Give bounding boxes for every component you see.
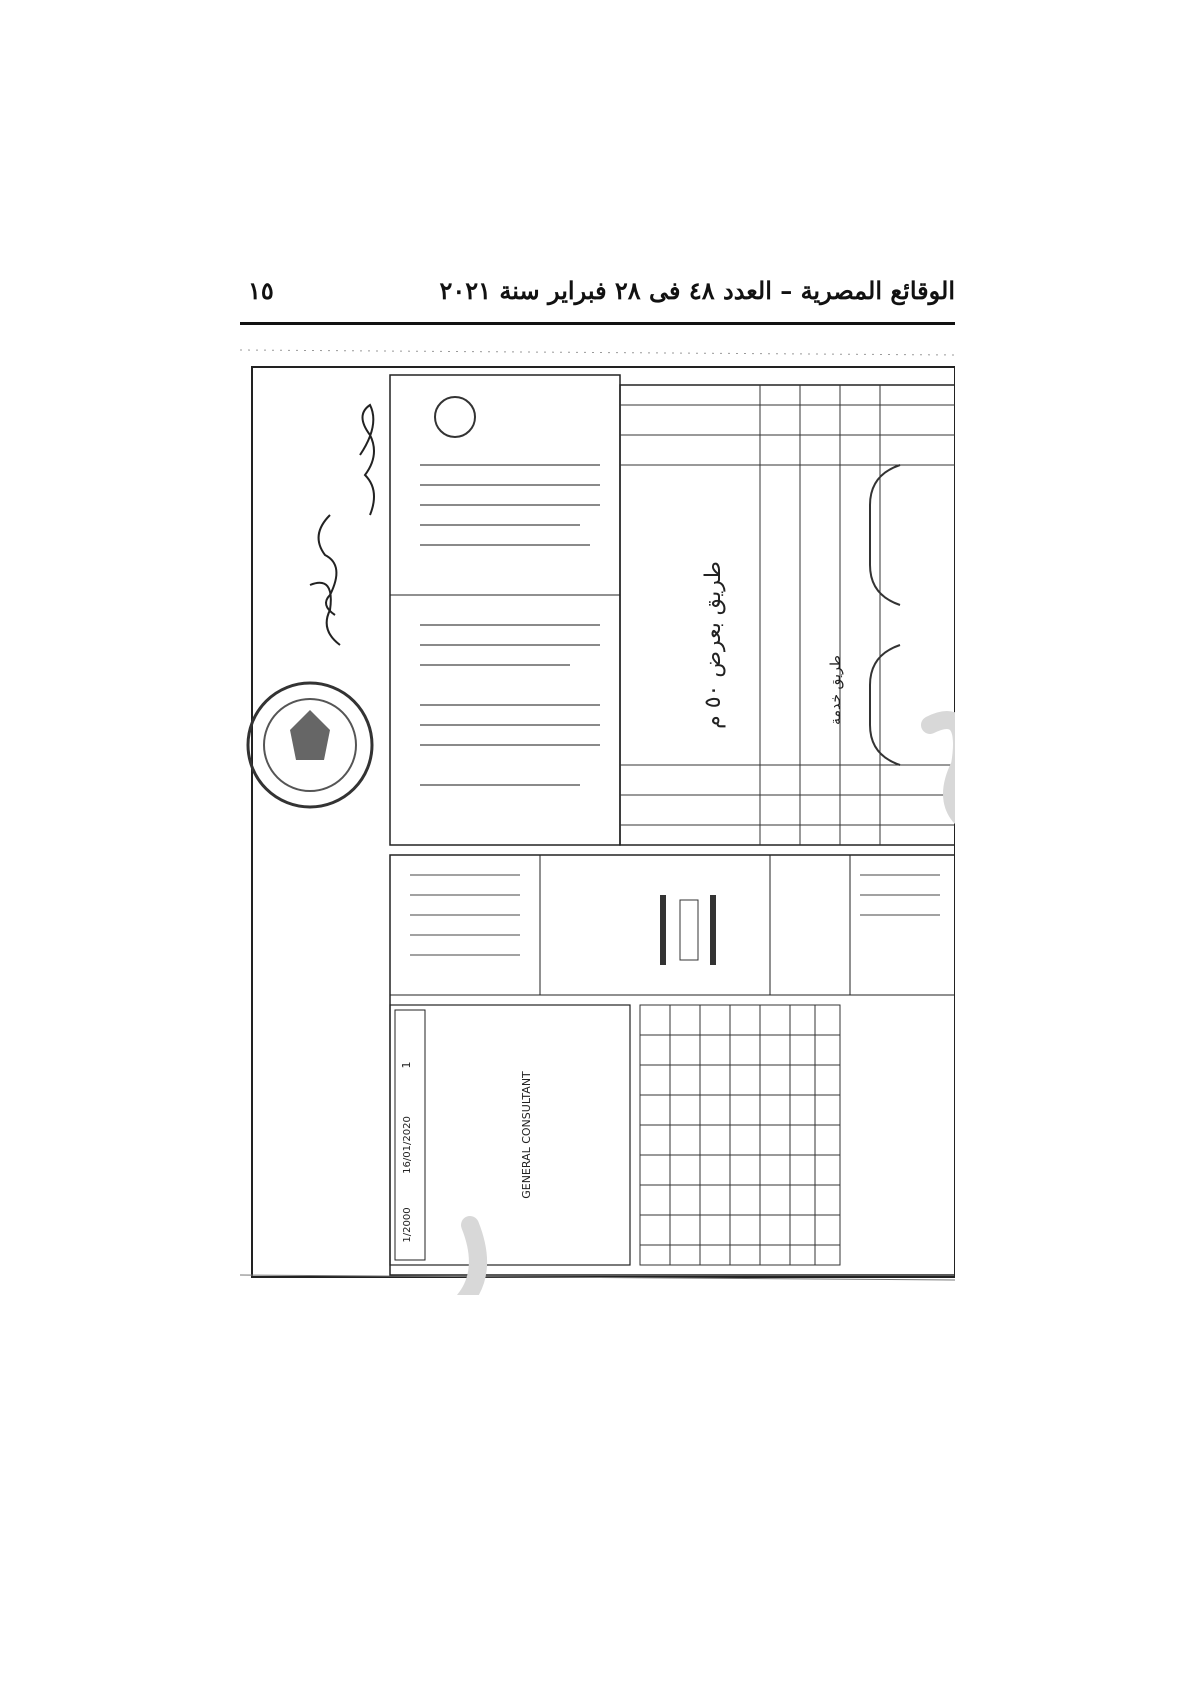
- service-road-label: طريق خدمة: [828, 655, 844, 725]
- stamp-icon: [435, 397, 475, 437]
- plan-date: 16/01/2020: [402, 1116, 413, 1174]
- plan-outer-border: [252, 367, 955, 1277]
- signature-scribbles: [310, 405, 374, 645]
- page-number: ١٥: [248, 276, 274, 305]
- road-width-label: طريق بعرض ٥٠ م: [701, 561, 726, 729]
- approval-block: [390, 375, 620, 845]
- cross-section-drawing: [660, 895, 716, 965]
- header-rule: [240, 322, 955, 325]
- road-plan: [620, 385, 955, 845]
- plan-scale: 1/2000: [402, 1207, 413, 1243]
- scanned-site-plan: [240, 345, 955, 1295]
- land-use-table: [640, 1005, 840, 1265]
- gazette-title: الوقائع المصرية – العدد ٤٨ فى ٢٨ فبراير سنة ٢٠٢١: [439, 276, 955, 305]
- sheet-number: 1: [400, 1061, 413, 1069]
- official-seal: [248, 683, 372, 807]
- consultant-name: GENERAL CONSULTANT: [520, 1071, 533, 1199]
- page-header: [240, 276, 955, 312]
- consultant-block: [390, 1005, 630, 1265]
- watermark: [240, 720, 955, 1295]
